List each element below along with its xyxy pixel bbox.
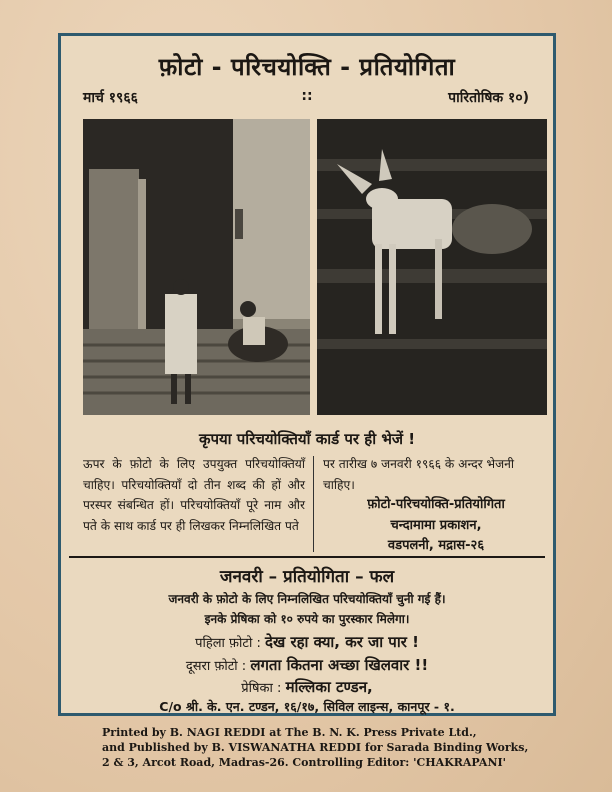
results-line-2: इनके प्रेषिका को १० रुपये का पुरस्कार मिलेगा। (204, 612, 410, 626)
imprint-line-1: Printed by B. NAGI REDDI at The B. N. K. Press Private Ltd., (102, 726, 477, 739)
photo-deer (317, 119, 547, 415)
header-separator: :: (301, 88, 313, 104)
sender (61, 677, 553, 697)
first-photo-result (61, 632, 553, 652)
photo-boys-on-steps (83, 119, 310, 415)
results-heading: जनवरी – प्रतियोगिता – फल (219, 567, 395, 587)
sender-name: मल्लिका टण्डन, (285, 678, 373, 696)
second-photo-result (61, 655, 553, 675)
second-photo-caption: लगता कितना अच्छा खिलवार !! (250, 656, 429, 674)
issue-date: मार्च १९६६ (83, 90, 138, 106)
imprint (102, 725, 532, 770)
first-photo-caption: देख रहा क्या, कर जा पार ! (265, 633, 419, 651)
address-line-3: वडपलनी, मद्रास-२६ (387, 538, 485, 553)
results-line-1: जनवरी के फ़ोटो के लिए निम्नलिखित परिचयोक्तियाँ चुनी गई हैं। (168, 592, 446, 606)
address-line-2: चन्दामामा प्रकाशन, (390, 517, 482, 533)
column-divider (313, 456, 314, 552)
imprint-line-2: and Published by B. VISWANATHA REDDI for Sarada Binding Works, (102, 741, 529, 754)
instructions-heading: कृपया परिचयोक्तियाँ कार्ड पर ही भेजें ! (198, 430, 416, 448)
section-divider (69, 556, 545, 558)
sender-address: C/o श्री. के. एन. टण्डन, १६/१७, सिविल लाइन्स, कानपूर - १. (159, 699, 455, 714)
instructions-right (323, 454, 549, 557)
first-photo-label: पहिला फ़ोटो : (195, 636, 261, 651)
contest-frame (58, 33, 556, 716)
imprint-line-3: 2 & 3, Arcot Road, Madras-26. Controlling Editor: 'CHAKRAPANI' (102, 756, 507, 769)
prize-amount: पारितोषिक १०) (448, 90, 529, 106)
second-photo-label: दूसरा फ़ोटो : (185, 659, 247, 674)
instructions-left-text: ऊपर के फ़ोटो के लिए उपयुक्त परिचयोक्तियाँ चाहिए। परिचयोक्तियाँ दो तीन शब्द की हों और परस्पर संबन्धित हों। परिचयोक्तियाँ पूरे नाम और पते के साथ कार्ड पर ही लिखकर निम्नलिखित पते (83, 457, 305, 533)
address-line-1: फ़ोटो-परिचयोक्ति-प्रतियोगिता (367, 497, 505, 512)
page-title: फ़ोटो - परिचयोक्ति - प्रतियोगिता (158, 53, 456, 81)
instructions-right-text: पर तारीख ७ जनवरी १९६६ के अन्दर भेजनी चाहिए। (323, 457, 515, 492)
sender-label: प्रेषिका : (241, 681, 282, 696)
